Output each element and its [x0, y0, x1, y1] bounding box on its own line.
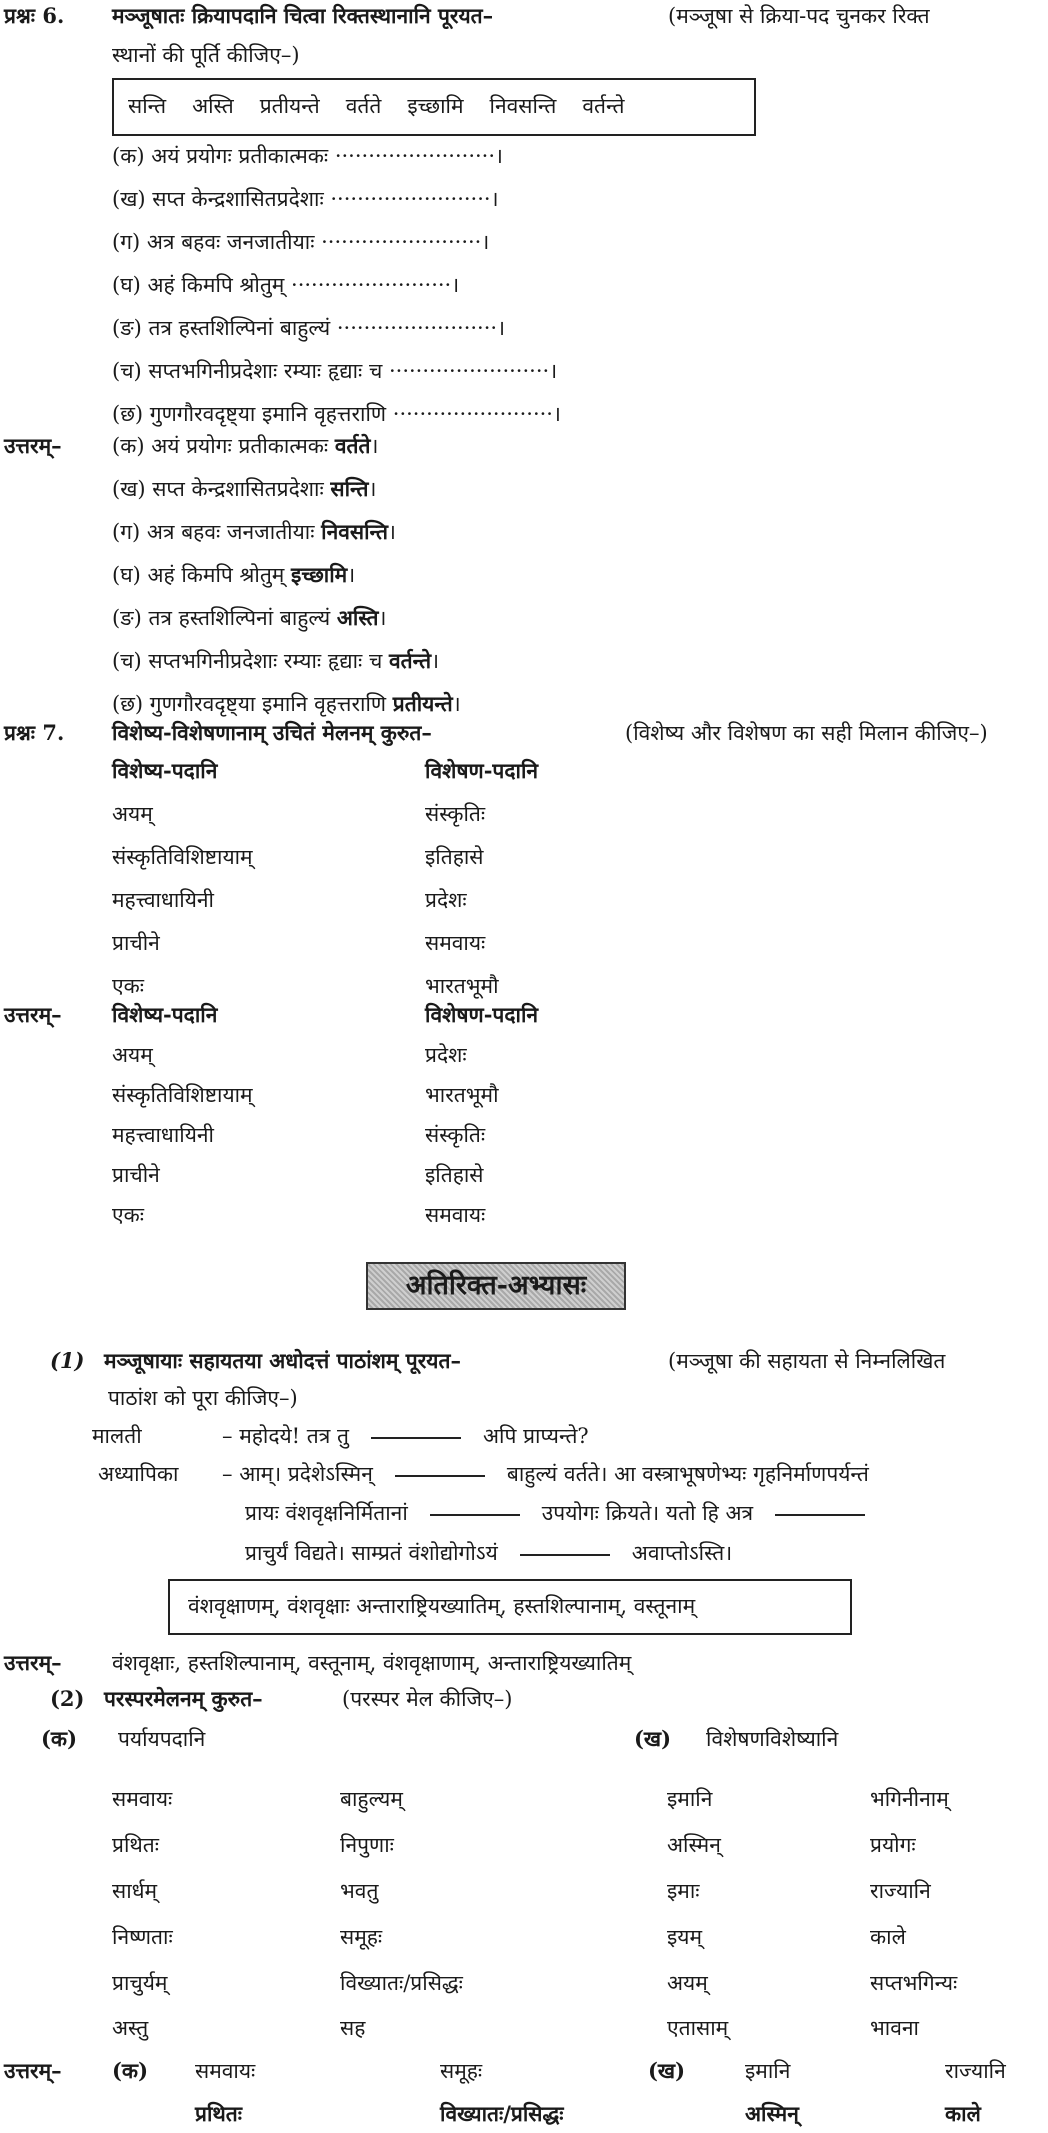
q6-item: (क) अयं प्रयोगः प्रतीकात्मकः ························। [112, 144, 503, 168]
answer-text: (छ) गुणगौरवदृष्ट्या इमानि वृहत्तराणि [112, 692, 387, 716]
e2-cell: सह [340, 2016, 366, 2040]
danda: । [431, 649, 440, 673]
word: वर्तते [345, 94, 382, 118]
e2-cell: प्रयोगः [870, 1833, 916, 1857]
q6-answer [112, 476, 376, 502]
q7-label: प्रश्नः 7. [4, 720, 65, 745]
q7-col1-header: विशेष्य-पदानि [112, 758, 218, 783]
answer-text: (च) सप्तभगिनीप्रदेशाः रम्याः हृद्याः च [112, 649, 383, 673]
blank [371, 1437, 461, 1439]
q6-item: (च) सप्तभगिनीप्रदेशाः रम्याः हृद्याः च ························। [112, 359, 558, 383]
text: आम्। प्रदेशेऽस्मिन् [239, 1462, 373, 1486]
e1-answer-label: उत्तरम्– [4, 1650, 62, 1675]
q6-answer-label: उत्तरम्– [4, 433, 62, 458]
e2-number: (2) [50, 1686, 85, 1711]
q6-answer [112, 648, 439, 674]
speaker-malati: मालती [92, 1424, 142, 1448]
q7-answer-col2-header: विशेषण-पदानि [425, 1002, 539, 1027]
dialogue-line [222, 1461, 869, 1487]
q7-answer-cell: भारतभूमौ [425, 1083, 499, 1107]
e2-answer-cell: अस्मिन् [745, 2101, 799, 2126]
word: इच्छामि [407, 94, 464, 118]
q7-answer-cell: महत्त्वाधायिनी [112, 1123, 214, 1147]
q7-cell: प्राचीने [112, 931, 160, 955]
answer-word: वर्तन्ते [389, 648, 432, 673]
q6-answer [112, 433, 378, 459]
e2-cell: प्रथितः [112, 1833, 160, 1857]
blank [520, 1554, 610, 1556]
q6-item: (ग) अत्र बहवः जनजातीयाः ························। [112, 230, 490, 254]
blank [775, 1514, 865, 1516]
answer-word: अस्ति [336, 605, 379, 630]
speaker-adhyapika: अध्यापिका [98, 1462, 179, 1486]
e2-answer-ka: (क) [112, 2058, 148, 2083]
q7-answer-cell: संस्कृतिः [425, 1123, 486, 1147]
e2-cell: भवतु [340, 1879, 379, 1903]
e2-part-kha: (ख) [634, 1726, 672, 1751]
q7-cell: अयम् [112, 802, 153, 826]
dash: – [222, 1424, 233, 1448]
answer-text: (ग) अत्र बहवः जनजातीयाः [112, 520, 315, 544]
answer-text: (क) अयं प्रयोगः प्रतीकात्मकः [112, 434, 329, 458]
q7-cell: संस्कृतिः [425, 802, 486, 826]
answer-word: वर्तते [334, 433, 371, 458]
word: वर्तन्ते [582, 94, 625, 118]
danda: । [368, 477, 377, 501]
danda: । [347, 563, 356, 587]
e2-cell: समूहः [340, 1925, 383, 1949]
danda: । [388, 520, 396, 544]
q7-cell: संस्कृतिविशिष्टायाम् [112, 845, 253, 869]
e1-hint-cont: पाठांश को पूरा कीजिए–) [108, 1386, 298, 1410]
q7-answer-cell: संस्कृतिविशिष्टायाम् [112, 1083, 253, 1107]
q7-cell: भारतभूमौ [425, 974, 499, 998]
q6-answer [112, 562, 355, 588]
q6-answer [112, 691, 461, 717]
e2-cell: निष्णताः [112, 1925, 173, 1949]
e2-part-ka: (क) [41, 1726, 77, 1751]
text: अपि प्राप्यन्ते? [483, 1424, 589, 1448]
q7-cell: इतिहासे [425, 845, 484, 869]
e1-word-list: वंशवृक्षाणम्, वंशवृक्षाः अन्ताराष्ट्रियख्यातिम्, हस्तशिल्पानाम्, वस्तूनाम् [188, 1594, 696, 1618]
danda: । [378, 606, 387, 630]
q6-answer [112, 605, 386, 631]
q7-hint: (विशेष्य और विशेषण का सही मिलान कीजिए–) [625, 721, 988, 745]
q6-item: (ख) सप्त केन्द्रशासितप्रदेशाः ························। [112, 187, 499, 211]
e1-word-box [168, 1579, 852, 1635]
e2-cell: इयम् [667, 1925, 703, 1949]
e2-cell: समवायः [112, 1787, 173, 1811]
answer-word: निवसन्ति [321, 519, 388, 544]
e2-answer-cell: समवायः [195, 2059, 256, 2083]
e2-cell: भगिनीनाम् [870, 1787, 949, 1811]
e2-cell: एतासाम् [667, 2016, 729, 2040]
q7-answer-cell: समवायः [425, 1203, 486, 1227]
q6-hint: (मञ्जूषा से क्रिया-पद चुनकर रिक्त [668, 4, 930, 28]
q7-answer-cell: इतिहासे [425, 1163, 484, 1187]
answer-word: प्रतीयन्ते [392, 691, 453, 716]
e2-cell: सार्धम् [112, 1879, 158, 1903]
word: निवसन्ति [489, 94, 557, 118]
q6-item: (घ) अहं किमपि श्रोतुम् ························। [112, 273, 460, 297]
text: प्रायः वंशवृक्षनिर्मितानां [245, 1501, 408, 1525]
answer-text: (ङ) तत्र हस्तशिल्पिनां बाहुल्यं [112, 606, 331, 630]
q7-answer-col1-header: विशेष्य-पदानि [112, 1002, 218, 1027]
e2-title: परस्परमेलनम् कुरुत– [104, 1686, 263, 1711]
dash: – [222, 1462, 233, 1486]
q7-answer-cell: प्रदेशः [425, 1043, 467, 1067]
q6-label: प्रश्नः 6. [4, 3, 65, 28]
e1-answer: वंशवृक्षाः, हस्तशिल्पानाम्, वस्तूनाम्, वंशवृक्षाणाम्, अन्ताराष्ट्रियख्यातिम् [112, 1651, 632, 1675]
e2-answer-cell: विख्यातः/प्रसिद्धः [440, 2101, 564, 2126]
e2-cell: अयम् [667, 1971, 708, 1995]
e2-answer-cell: प्रथितः [195, 2101, 243, 2126]
q7-answer-cell: प्राचीने [112, 1163, 160, 1187]
e2-answer-cell: समूहः [440, 2059, 483, 2083]
q7-title: विशेष्य-विशेषणानाम् उचितं मेलनम् कुरुत– [112, 720, 432, 745]
answer-word: सन्ति [330, 476, 369, 501]
q7-answer-cell: एकः [112, 1203, 144, 1227]
word: सन्ति [128, 94, 167, 118]
e2-cell: प्राचुर्यम् [112, 1971, 168, 1995]
q7-col2-header: विशेषण-पदानि [425, 758, 539, 783]
blank [430, 1514, 520, 1516]
word: प्रतीयन्ते [259, 94, 320, 118]
answer-text: (घ) अहं किमपि श्रोतुम् [112, 563, 285, 587]
dialogue-line [245, 1540, 732, 1566]
e2-cell: निपुणाः [340, 1833, 394, 1857]
answer-word: इच्छामि [291, 562, 348, 587]
e2-cell: बाहुल्यम् [340, 1787, 403, 1811]
e2-answer-kha: (ख) [648, 2058, 686, 2083]
q6-item: (ङ) तत्र हस्तशिल्पिनां बाहुल्यं ························। [112, 316, 506, 340]
e2-part-ka-title: पर्यायपदानि [118, 1727, 206, 1751]
danda: । [452, 692, 461, 716]
e2-cell: विख्यातः/प्रसिद्धः [340, 1971, 463, 1995]
word-box [112, 78, 756, 136]
e1-title: मञ्जूषायाः सहायतया अधोदत्तं पाठांशम् पूरयत– [104, 1348, 461, 1373]
e2-hint: (परस्पर मेल कीजिए–) [342, 1687, 513, 1711]
text: बाहुल्यं वर्तते। आ वस्त्राभूषणेभ्यः गृहनिर्माणपर्यन्तं [506, 1462, 869, 1486]
text: प्राचुर्यं विद्यते। साम्प्रतं वंशोद्योगोऽयं [245, 1541, 498, 1565]
blank [395, 1475, 485, 1477]
answer-text: (ख) सप्त केन्द्रशासितप्रदेशाः [112, 477, 324, 501]
text: उपयोगः क्रियते। यतो हि अत्र [541, 1501, 754, 1525]
dialogue-line [245, 1500, 887, 1526]
q7-cell: प्रदेशः [425, 888, 467, 912]
text: अवाप्तोऽस्ति। [631, 1541, 733, 1565]
q7-answer-label: उत्तरम्– [4, 1002, 62, 1027]
e2-answer-cell: इमानि [745, 2059, 791, 2083]
e2-cell: सप्तभगिन्यः [870, 1971, 958, 1995]
e1-hint: (मञ्जूषा की सहायता से निम्नलिखित [668, 1349, 946, 1373]
q7-cell: समवायः [425, 931, 486, 955]
e2-cell: इमानि [667, 1787, 713, 1811]
section-heading: अतिरिक्त-अभ्यासः [366, 1262, 626, 1310]
e2-answer-label: उत्तरम्– [4, 2058, 62, 2083]
text: महोदये! तत्र तु [239, 1424, 349, 1448]
e2-cell: राज्यानि [870, 1879, 931, 1903]
q7-cell: एकः [112, 974, 144, 998]
q6-item: (छ) गुणगौरवदृष्ट्या इमानि वृहत्तराणि ························। [112, 402, 561, 426]
q7-answer-cell: अयम् [112, 1043, 153, 1067]
e2-cell: काले [870, 1925, 906, 1949]
e2-answer-cell: राज्यानि [945, 2059, 1006, 2083]
e2-cell: भावना [870, 2016, 919, 2040]
e2-answer-cell: काले [945, 2101, 981, 2126]
q6-hint-cont: स्थानों की पूर्ति कीजिए–) [112, 43, 300, 67]
e2-cell: अस्तु [112, 2016, 149, 2040]
q6-title: मञ्जूषातः क्रियापदानि चित्वा रिक्तस्थानानि पूरयत– [112, 3, 494, 28]
e2-cell: इमाः [667, 1879, 700, 1903]
dialogue-line [222, 1423, 589, 1449]
q7-cell: महत्त्वाधायिनी [112, 888, 214, 912]
danda: । [370, 434, 379, 458]
word: अस्ति [192, 94, 234, 118]
e2-part-kha-title: विशेषणविशेष्यानि [706, 1727, 839, 1751]
e1-number: (1) [50, 1348, 85, 1373]
e2-cell: अस्मिन् [667, 1833, 721, 1857]
q6-answer [112, 519, 396, 545]
